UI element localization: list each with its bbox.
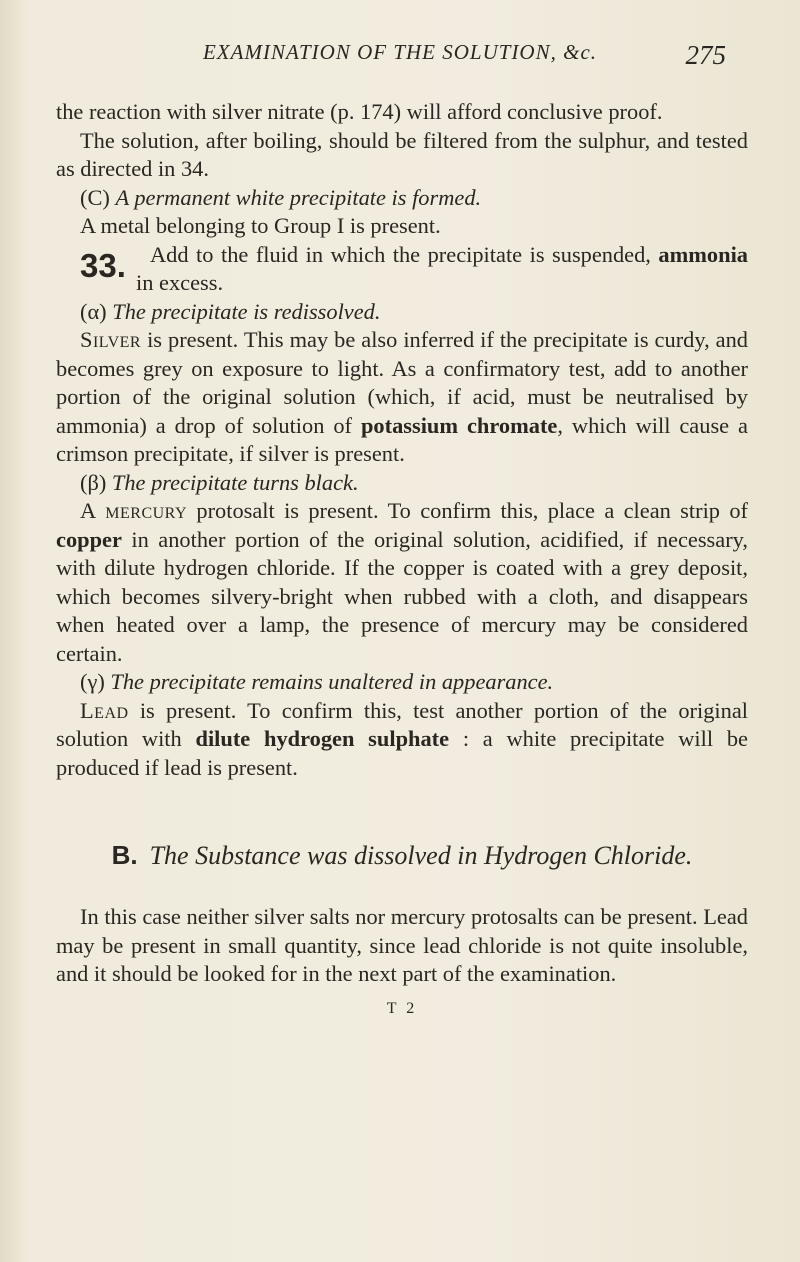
case-gamma-text [56, 697, 748, 783]
alpha-text-1: is present. This may be also inferred if the precipitate is curdy, and becomes grey on exposure to light. As a confirmatory test, add to another portion of the original solution (which, if acid, must be neutralised by ammonia) a drop of solution of [56, 327, 748, 438]
section-letter: B. [111, 840, 138, 870]
beta-reagent: copper [56, 526, 122, 552]
para33-reagent: ammonia [658, 241, 748, 267]
beta-text-1: protosalt is present. To confirm this, place a clean strip of [187, 498, 748, 523]
lead-term: Lead [80, 697, 129, 723]
case-alpha-heading [56, 298, 748, 327]
page-number: 275 [685, 40, 726, 70]
gamma-text-2: : a white precipitate will be produced if lead is present. [56, 726, 748, 780]
running-header [0, 40, 800, 65]
case-c-text: A metal belonging to Group I is present. [80, 213, 441, 238]
case-gamma-heading [56, 668, 748, 697]
section-b-paragraph: In this case neither silver salts nor mercury protosalts can be present. Lead may be present in small quantity, since lead chloride is not quite insoluble, and it should be looked for in the next part of the examination. [56, 904, 748, 986]
case-c-heading [56, 184, 748, 213]
paragraph-filter: The solution, after boiling, should be filtered from the sulphur, and tested as directed in 34. [56, 127, 748, 181]
para33-text: Add to the fluid in which the precipitate is suspended, [150, 241, 659, 267]
alpha-text-2: , which will cause a crimson precipitate, if silver is present. [56, 412, 748, 466]
section-title: The Substance was dissolved in Hydrogen Chloride. [149, 841, 693, 870]
case-beta-heading [56, 469, 748, 498]
case-alpha-label: (α) [80, 298, 113, 324]
paragraph-number: 33. [80, 246, 126, 284]
case-alpha-text [56, 326, 748, 469]
paragraph-33-text [136, 241, 748, 298]
gamma-text-1: is present. To confirm this, test another portion of the original solution with [56, 697, 748, 751]
case-alpha-title: The precipitate is redissolved. [112, 298, 381, 324]
paragraph-33 [56, 241, 748, 298]
running-title-amp: &c. [563, 40, 598, 64]
case-gamma-label: (γ) [80, 669, 111, 694]
case-beta-text [56, 497, 748, 668]
paragraph-continuation: the reaction with silver nitrate (p. 174) will afford conclusive proof. [56, 99, 663, 124]
case-c-label: (C) [80, 184, 116, 210]
para33-end: in excess. [136, 270, 224, 295]
case-beta-title: The precipitate turns black. [111, 469, 359, 495]
beta-text-2: in another portion of the original solution, acidified, if necessary, with dilute hydrogen chloride. If the copper is coated with a grey deposit, which becomes silvery-bright when rubbed with a cloth, and disappears when heated over a lamp, the presence of mercury may be considered certain. [56, 526, 748, 666]
gamma-reagent: dilute hydrogen sulphate [195, 726, 450, 751]
mercury-term: A mercury [80, 498, 188, 523]
silver-term: Silver [80, 327, 142, 352]
case-gamma-title: The precipitate remains unaltered in appearance. [110, 669, 554, 694]
alpha-reagent: potassium chromate [360, 412, 558, 438]
page-body [56, 98, 748, 1023]
signature-mark: T 2 [386, 999, 418, 1017]
case-c-title: A permanent white precipitate is formed. [115, 184, 482, 210]
running-title: EXAMINATION OF THE SOLUTION, [202, 40, 564, 64]
case-beta-label: (β) [80, 469, 112, 495]
section-b-heading [56, 838, 748, 873]
